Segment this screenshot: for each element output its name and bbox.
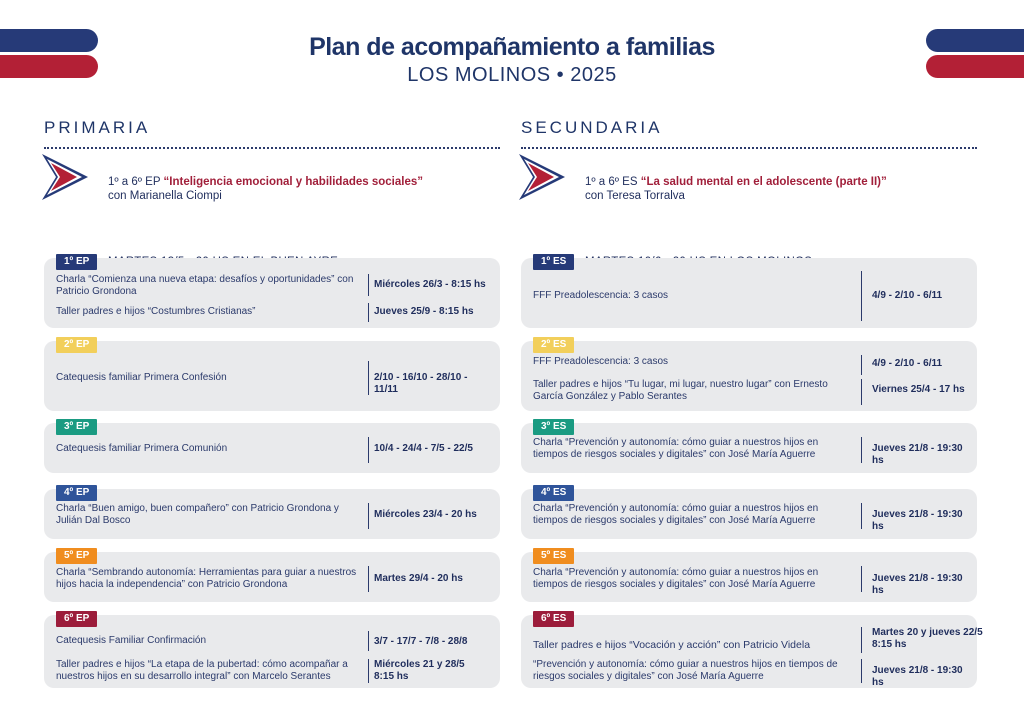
activity-text: Catequesis familiar Primera Comunión xyxy=(56,443,228,454)
row-separator xyxy=(368,503,369,529)
activity-text: Catequesis Familiar Confirmación xyxy=(56,635,207,646)
primaria-intro xyxy=(44,154,500,214)
primaria-intro-title: 1º a 6º EP “Inteligencia emocional y habilidades sociales” xyxy=(108,176,423,188)
grade-badge: 5º ES xyxy=(533,548,574,564)
grade-card-4es xyxy=(521,489,977,539)
secundaria-column xyxy=(521,118,983,688)
grade-badge: 1º EP xyxy=(56,254,97,270)
grade-badge: 6º ES xyxy=(533,611,574,627)
grade-badge: 2º ES xyxy=(533,337,574,353)
activity-text: Charla “Prevención y autonomía: cómo guiar a nuestros hijos en tiempos de riesgos sociales y digitales” con José María Aguerre xyxy=(533,503,819,526)
activity-text: Catequesis familiar Primera Confesión xyxy=(56,372,227,383)
primaria-heading: PRIMARIA xyxy=(44,118,151,137)
secundaria-intro-speaker: con Teresa Torralva xyxy=(585,190,685,202)
grade-badge: 5º EP xyxy=(56,548,97,564)
activity-date: Miércoles 23/4 - 20 hs xyxy=(374,509,477,520)
activity-text: Taller padres e hijos “Tu lugar, mi lugar, nuestro lugar” con Ernesto García González y Pablo Serantes xyxy=(533,379,828,402)
row-separator xyxy=(861,437,862,463)
activity-date: 10/4 - 24/4 - 7/5 - 22/5 xyxy=(374,443,473,454)
primaria-divider xyxy=(44,147,500,149)
activity-text: Charla “Comienza una nueva etapa: desafíos y oportunidades” con Patricio Grondona xyxy=(56,274,354,297)
secundaria-heading: SECUNDARIA xyxy=(521,118,663,137)
activity-date: Jueves 21/8 - 19:30 hs xyxy=(872,509,963,532)
row-separator xyxy=(368,437,369,463)
activity-date: Jueves 21/8 - 19:30 hs xyxy=(872,665,963,688)
grade-card-5es xyxy=(521,552,977,602)
activity-date: 3/7 - 17/7 - 7/8 - 28/8 xyxy=(374,636,468,647)
activity-date: Miércoles 26/3 - 8:15 hs xyxy=(374,279,486,290)
grade-card-4ep xyxy=(44,489,500,539)
grade-badge: 6º EP xyxy=(56,611,97,627)
activity-text: Charla “Prevención y autonomía: cómo guiar a nuestros hijos en tiempos de riesgos sociales y digitales” con José María Aguerre xyxy=(533,437,819,460)
row-separator xyxy=(861,503,862,529)
row-separator xyxy=(861,659,862,683)
activity-date: 4/9 - 2/10 - 6/11 xyxy=(872,290,943,301)
grade-badge: 4º ES xyxy=(533,485,574,501)
grade-card-3es xyxy=(521,423,977,473)
activity-date: Martes 29/4 - 20 hs xyxy=(374,573,463,584)
activity-date: Viernes 25/4 - 17 hs xyxy=(872,384,965,395)
activity-text: “Prevención y autonomía: cómo guiar a nuestros hijos en tiempos de riesgos sociales y digitales” con José María Aguerre xyxy=(533,659,838,682)
grade-badge: 3º ES xyxy=(533,419,574,435)
activity-date: Miércoles 21 y 28/5 8:15 hs xyxy=(374,659,465,682)
activity-date: Martes 20 y jueves 22/5 8:15 hs xyxy=(872,627,983,650)
grade-card-5ep xyxy=(44,552,500,602)
activity-date: 4/9 - 2/10 - 6/11 xyxy=(872,358,943,369)
activity-text: Taller padres e hijos “Vocación y acción” con Patricio Videla xyxy=(533,639,811,651)
row-separator xyxy=(368,659,369,683)
secundaria-divider xyxy=(521,147,977,149)
activity-text: FFF Preadolescencia: 3 casos xyxy=(533,356,669,367)
activity-text: Charla “Prevención y autonomía: cómo guiar a nuestros hijos en tiempos de riesgos sociales y digitales” con José María Aguerre xyxy=(533,567,819,590)
secundaria-intro xyxy=(521,154,977,214)
row-separator xyxy=(861,566,862,592)
activity-text: Charla “Buen amigo, buen compañero” con Patricio Grondona y Julián Dal Bosco xyxy=(56,503,339,526)
grade-card-2ep xyxy=(44,341,500,411)
grade-card-1es xyxy=(521,258,977,328)
page-title: Plan de acompañamiento a familias xyxy=(309,33,715,61)
activity-date: Jueves 21/8 - 19:30 hs xyxy=(872,443,963,466)
grade-card-1ep xyxy=(44,258,500,328)
primaria-column xyxy=(44,118,500,682)
activity-text: FFF Preadolescencia: 3 casos xyxy=(533,290,669,301)
activity-text: Charla “Sembrando autonomía: Herramientas para guiar a nuestros hijos hacia la independencia” con Patricio Grondona xyxy=(56,567,357,590)
activity-date: Jueves 25/9 - 8:15 hs xyxy=(374,306,474,317)
activity-date: 2/10 - 16/10 - 28/10 - 11/11 xyxy=(374,372,468,395)
grade-card-6es xyxy=(521,613,983,688)
activity-text: Taller padres e hijos “Costumbres Cristianas” xyxy=(56,306,256,317)
row-separator xyxy=(861,627,862,653)
primaria-intro-speaker: con Marianella Ciompi xyxy=(108,190,222,202)
row-separator xyxy=(368,361,369,395)
row-separator xyxy=(861,379,862,405)
row-separator xyxy=(368,274,369,296)
activity-date: Jueves 21/8 - 19:30 hs xyxy=(872,573,963,596)
grade-card-3ep xyxy=(44,423,500,473)
row-separator xyxy=(368,303,369,322)
row-separator xyxy=(368,631,369,651)
row-separator xyxy=(861,355,862,375)
row-separator xyxy=(861,271,862,321)
grade-badge: 2º EP xyxy=(56,337,97,353)
grade-card-2es xyxy=(521,341,977,411)
grade-badge: 3º EP xyxy=(56,419,97,435)
chevron-arrow-icon xyxy=(519,154,569,204)
grade-badge: 4º EP xyxy=(56,485,97,501)
chevron-arrow-icon xyxy=(42,154,92,204)
page-subtitle: LOS MOLINOS • 2025 xyxy=(407,64,617,86)
secundaria-intro-title: 1º a 6º ES “La salud mental en el adolescente (parte II)” xyxy=(585,176,887,188)
grade-badge: 1º ES xyxy=(533,254,574,270)
activity-text: Taller padres e hijos “La etapa de la pubertad: cómo acompañar a nuestros hijos en su desarrollo integral” con Marcelo Serantes xyxy=(56,659,348,682)
row-separator xyxy=(368,566,369,592)
grade-card-6ep xyxy=(44,615,500,688)
